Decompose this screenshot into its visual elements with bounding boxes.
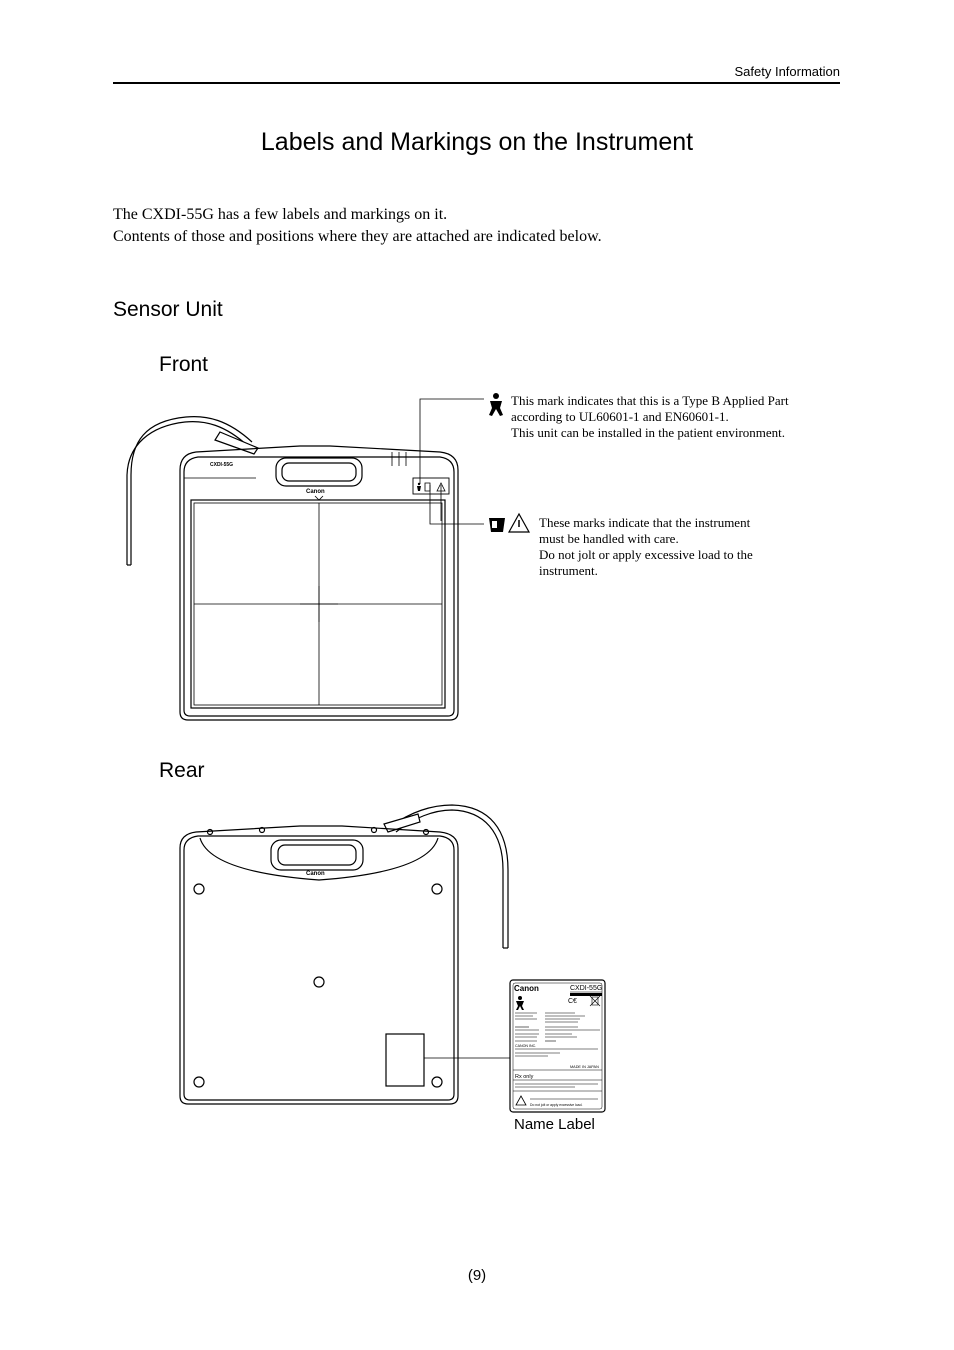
- rear-panel-outline: [180, 826, 458, 1104]
- callout-type-b-line: This mark indicates that this is a Type B Applied Part: [511, 393, 789, 408]
- rear-cable: [392, 805, 508, 948]
- section-heading-sensor-unit: Sensor Unit: [113, 298, 223, 321]
- rear-logo: Canon: [306, 871, 325, 877]
- name-label: [510, 980, 605, 1112]
- front-model-text: CXDI-55G: [210, 462, 234, 468]
- callout-type-b-line: This unit can be installed in the patient environment.: [511, 425, 786, 440]
- name-label-ce-mark: C€: [568, 998, 577, 1005]
- running-head: Safety Information: [734, 64, 840, 79]
- rear-label-position: [386, 1034, 424, 1086]
- name-label-company: CANON INC.: [515, 1044, 537, 1048]
- callout-care-line: These marks indicate that the instrument: [539, 515, 751, 530]
- page-number: (9): [467, 1267, 487, 1284]
- section-heading-front: Front: [159, 353, 209, 376]
- name-label-made-in: MADE IN JAPAN: [570, 1065, 599, 1069]
- callout-type-b-line: according to UL60601-1 and EN60601-1.: [511, 409, 729, 424]
- intro-line-2: Contents of those and positions where they are attached are indicated below.: [113, 228, 602, 245]
- name-label-rx: Rx only: [515, 1074, 534, 1080]
- name-label-brand: Canon: [514, 984, 539, 993]
- callout-care-line: Do not jolt or apply excessive load to the: [539, 547, 753, 562]
- front-logo: Canon: [306, 489, 325, 495]
- name-label-caption: Name Label: [514, 1116, 595, 1133]
- callout-care-line: instrument.: [539, 563, 598, 578]
- section-heading-rear: Rear: [159, 759, 205, 782]
- name-label-model: CXDI-55G: [570, 985, 603, 992]
- callout-care-line: must be handled with care.: [539, 531, 679, 546]
- page-title: Labels and Markings on the Instrument: [260, 128, 694, 156]
- name-label-caution: Do not jolt or apply excessive load.: [530, 1103, 583, 1107]
- intro-line-1: The CXDI-55G has a few labels and markings on it.: [113, 206, 448, 223]
